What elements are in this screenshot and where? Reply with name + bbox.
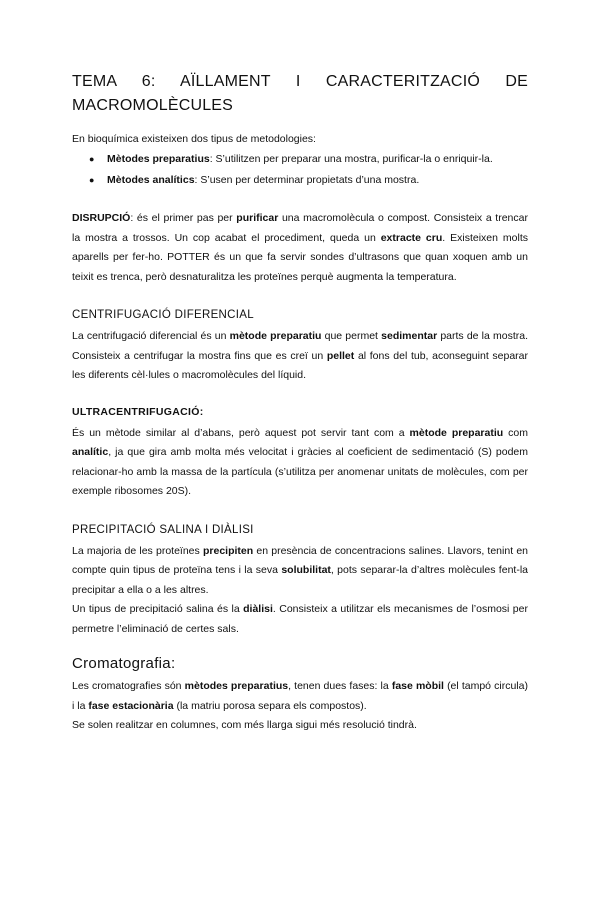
- methods-list: [72, 149, 528, 191]
- bold-term: sedimentar: [381, 330, 438, 342]
- bold-term: mètodes preparatius: [184, 680, 289, 692]
- centrifugacio-paragraph: [72, 327, 528, 386]
- bold-term: precipiten: [202, 544, 254, 557]
- list-item: [89, 170, 528, 191]
- list-item: [89, 149, 528, 170]
- text-run: una macromolècula o compost. Consisteix a trencar la mostra a trossos. Un cop acabat el procediment, queda un: [72, 212, 528, 244]
- section-heading-cromatografia: Cromatografia:: [72, 655, 176, 672]
- text-run: parts de la mostra. Consisteix a centrifugar la mostra fins que es creï un: [72, 330, 528, 362]
- page-title: TEMA 6: AÏLLAMENT I CARACTERITZACIÓ DE MACROMOLÈCULES: [72, 73, 528, 114]
- bold-term: pellet: [326, 349, 355, 362]
- text-run: (el tampó circula) i la: [72, 680, 528, 712]
- method-term: Mètodes preparatius: [107, 153, 210, 165]
- section-heading-precipitacio: PRECIPITACIÓ SALINA I DIÀLISI: [72, 523, 254, 536]
- text-run: És un mètode similar al d’abans, però aquest pot servir tant com a: [72, 426, 410, 439]
- bold-term: solubilitat: [281, 564, 331, 576]
- disrupcio-term: DISRUPCIÓ: [72, 212, 131, 224]
- precipitacio-paragraph: [72, 542, 528, 601]
- text-run: La centrifugació diferencial és un: [72, 330, 230, 342]
- text-run: Un tipus de precipitació salina és la: [72, 603, 244, 615]
- text-run: : és el primer pas per: [130, 212, 237, 224]
- document-page: [0, 70, 600, 918]
- cromatografia-paragraph: [72, 677, 528, 716]
- bold-term: fase mòbil: [391, 680, 444, 692]
- bold-term: extracte cru: [380, 231, 443, 244]
- text-run: . Consisteix a utilitzar els mecanismes de l’osmosi per permetre l’eliminació de certes sals.: [72, 603, 528, 635]
- text-run: que permet: [321, 330, 382, 342]
- bold-term: mètode preparatiu: [229, 330, 322, 342]
- text-run: en presència de concentracions salines. Llavors, tenint en compte quin tipus de proteïna tens i la seva: [72, 544, 528, 576]
- text-run: al fons del tub, aconseguint separar les diferents cèl·lules o macromolècules del líquid.: [72, 349, 528, 381]
- bold-term: purificar: [236, 212, 279, 224]
- method-term: Mètodes analítics: [107, 174, 195, 186]
- disrupcio-paragraph: [72, 209, 528, 287]
- dialisi-paragraph: [72, 600, 528, 639]
- bullet-icon: ●: [89, 175, 95, 185]
- bold-term: diàlisi: [243, 603, 273, 615]
- columnes-paragraph: Se solen realitzar en columnes, com més llarga sigui més resolució tindrà.: [72, 719, 417, 731]
- text-run: com: [503, 426, 528, 439]
- text-run: , ja que gira amb molta més velocitat i gràcies al coeficient de sedimentació (S) podem relacionar-ho amb la massa de la partícula (s’utilitza per anomenar unitats de molècules, com per exemple ribosomes 20S).: [72, 446, 528, 497]
- method-desc: : S’utilitzen per preparar una mostra, purificar-la o enriquir-la.: [209, 153, 493, 165]
- text-run: , pots separar-la d’altres molècules fent-la precipitar a ella o a les altres.: [72, 564, 528, 596]
- section-heading-ultracentrifugacio: ULTRACENTRIFUGACIÓ:: [72, 405, 204, 418]
- text-run: . Existeixen molts aparells per fer-ho. POTTER és un que fa servir sondes d’ultrasons que quan xoquen amb un teixit es trenca, però desnaturalitza les proteïnes perquè augmenta la temperatura.: [72, 231, 528, 283]
- intro-text: En bioquímica existeixen dos tipus de metodologies:: [72, 133, 316, 145]
- bullet-icon: ●: [89, 154, 95, 164]
- text-run: Les cromatografies són: [72, 680, 185, 692]
- section-heading-centrifugacio: CENTRIFUGACIÓ DIFERENCIAL: [72, 309, 254, 321]
- bold-term: mètode preparatiu: [409, 426, 504, 439]
- bold-term: fase estacionària: [88, 699, 174, 712]
- ultracentrifugacio-paragraph: [72, 424, 528, 502]
- method-desc: : S’usen per determinar propietats d’una mostra.: [194, 174, 420, 186]
- bold-term: analític: [72, 446, 109, 458]
- text-run: , tenen dues fases: la: [288, 680, 392, 692]
- text-run: (la matriu porosa separa els compostos).: [173, 699, 367, 712]
- text-run: La majoria de les proteïnes: [72, 544, 203, 557]
